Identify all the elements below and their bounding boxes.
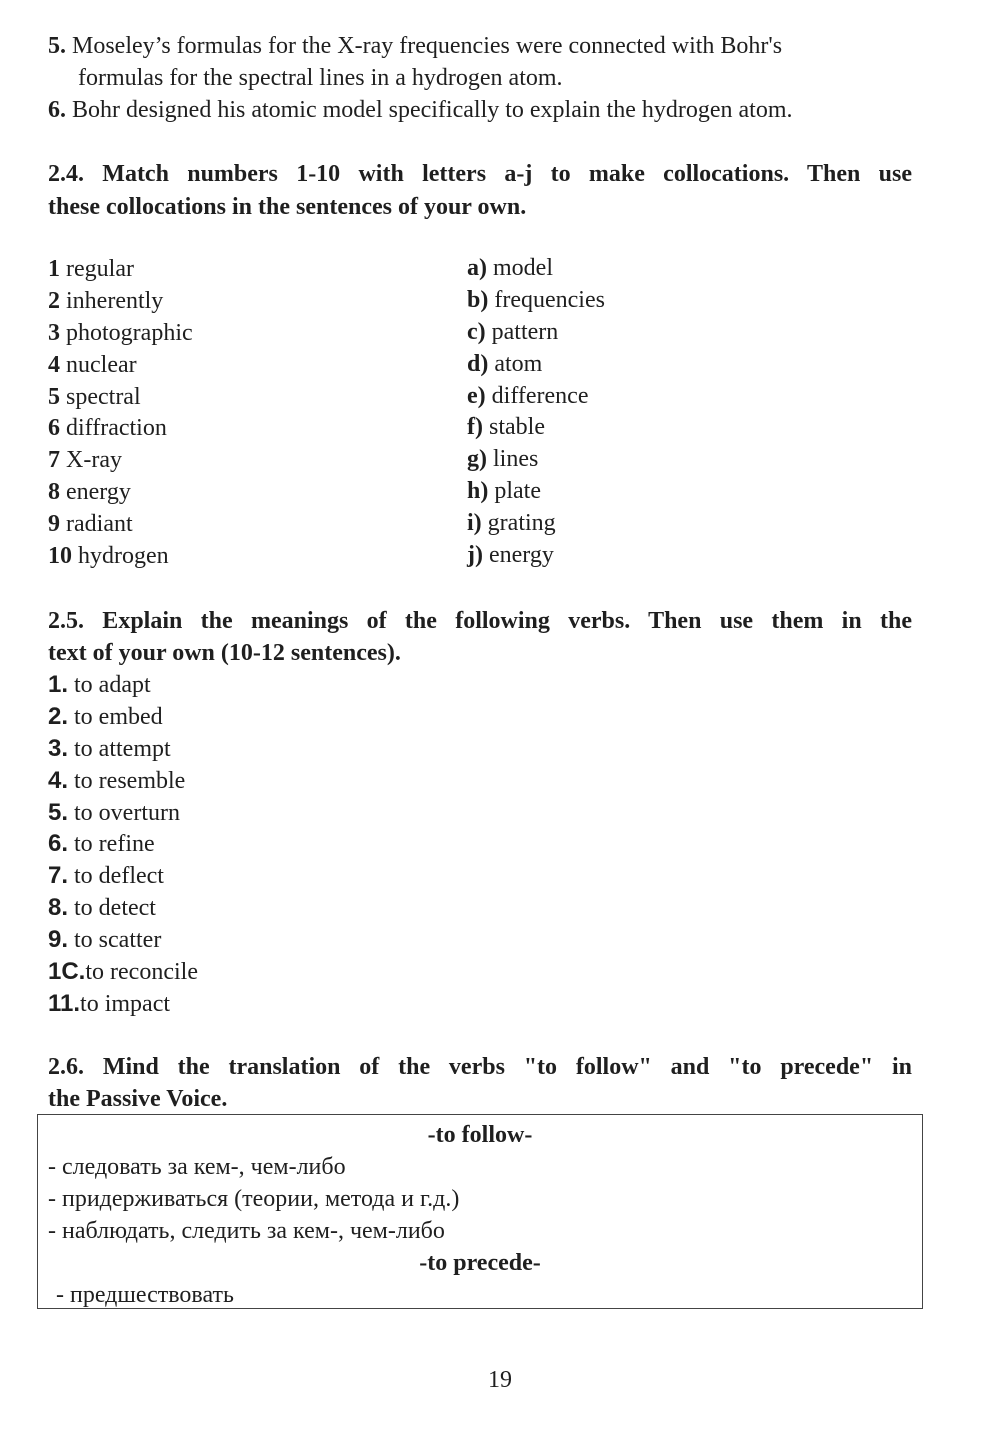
translation-box: [37, 1114, 923, 1309]
page-number: 19: [488, 1367, 512, 1393]
list-item: 6. to refine: [48, 830, 155, 858]
list-item: j) energy: [467, 542, 554, 569]
list-item: 3. to attempt: [48, 734, 171, 762]
list-item: 11.to impact: [48, 989, 171, 1017]
list-item: c) pattern: [467, 318, 559, 345]
list-item: 2 inherently: [48, 287, 164, 314]
section-2-5-title-line2: text of your own (10-12 sentences).: [48, 640, 401, 666]
list-item: 5 spectral: [48, 383, 141, 410]
list-item: - предшествовать: [56, 1282, 234, 1308]
collocation-numbers-column: [48, 254, 428, 573]
section-2-5-title-line1: 2.5. Explain the meanings of the following verbs. Then use them in the: [48, 608, 912, 634]
list-item: b) frequencies: [467, 286, 605, 313]
section-2-6-title-line2: the Passive Voice.: [48, 1086, 228, 1112]
list-item: 7 X-ray: [48, 447, 122, 474]
list-item: 9. to scatter: [48, 926, 162, 954]
list-item: g) lines: [467, 446, 539, 473]
section-2-4-title-line1: 2.4. Match numbers 1-10 with letters a-j to make collocations. Then use: [48, 161, 912, 187]
list-item: i) grating: [467, 510, 556, 537]
list-item: 4. to resemble: [48, 766, 186, 794]
list-item: - следовать за кем-, чем-либо: [48, 1154, 346, 1180]
statement-6: 6. Bohr designed his atomic model specifically to explain the hydrogen atom.: [48, 97, 793, 123]
list-item: 9 radiant: [48, 511, 133, 538]
list-item: 1 regular: [48, 256, 134, 282]
statement-5-continuation: formulas for the spectral lines in a hydrogen atom.: [78, 65, 563, 91]
list-item: 3 photographic: [48, 319, 193, 346]
section-2-6-title-line1: 2.6. Mind the translation of the verbs "to follow" and "to precede" in: [48, 1054, 912, 1080]
list-item: 7. to deflect: [48, 862, 164, 890]
list-item: a) model: [467, 255, 553, 281]
list-item: - придерживаться (теории, метода и г.д.): [48, 1186, 460, 1212]
list-item: - наблюдать, следить за кем-, чем-либо: [48, 1218, 445, 1244]
precede-heading: -to precede-: [419, 1250, 541, 1276]
section-2-4-title-line2: these collocations in the sentences of your own.: [48, 194, 527, 220]
collocation-letters-column: [467, 253, 867, 572]
list-item: 4 nuclear: [48, 351, 137, 378]
list-item: 10 hydrogen: [48, 543, 169, 570]
follow-heading: -to follow-: [427, 1122, 533, 1148]
list-item: 6 diffraction: [48, 415, 167, 442]
verb-list: [48, 669, 448, 1020]
list-item: 1C.to reconcile: [48, 958, 198, 986]
list-item: f) stable: [467, 414, 545, 441]
list-item: 5. to overturn: [48, 798, 180, 826]
list-item: e) difference: [467, 382, 589, 409]
list-item: 8. to detect: [48, 894, 156, 922]
statement-5: 5. Moseley’s formulas for the X-ray frequencies were connected with Bohr's: [48, 33, 783, 59]
list-item: 2. to embed: [48, 702, 163, 730]
list-item: 8 energy: [48, 479, 131, 506]
list-item: d) atom: [467, 350, 543, 377]
list-item: h) plate: [467, 478, 541, 505]
list-item: 1. to adapt: [48, 671, 151, 698]
